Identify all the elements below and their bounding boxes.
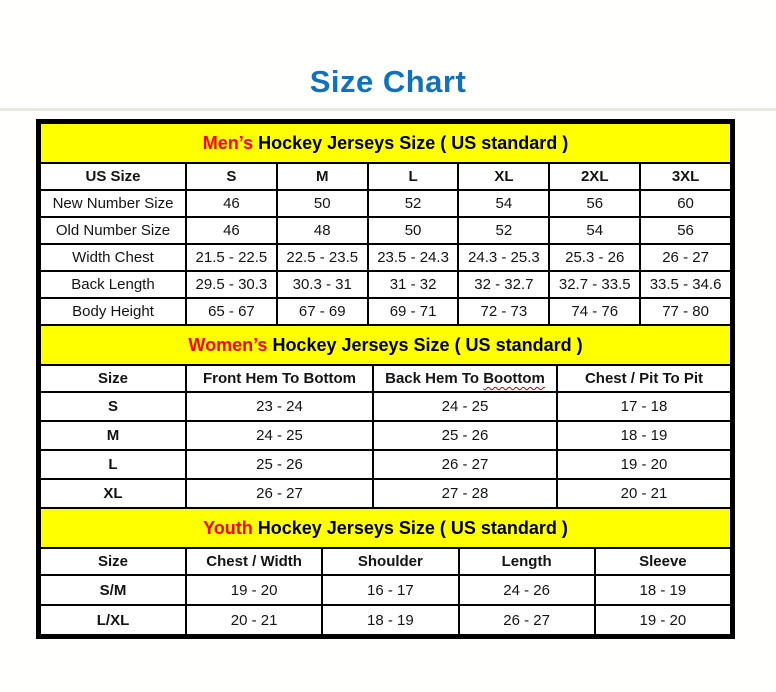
size-value-cell: 24.3 - 25.3 — [458, 244, 549, 271]
size-value-cell: 23 - 24 — [186, 392, 373, 421]
mens-section-title-highlight: Men’s — [202, 132, 254, 153]
size-value-cell: 18 - 19 — [322, 605, 458, 635]
size-value-cell: 24 - 25 — [373, 392, 557, 421]
size-value-cell: 46 — [186, 217, 277, 244]
table-row — [40, 479, 731, 508]
size-value-cell: 26 - 27 — [186, 479, 373, 508]
size-value-cell: 56 — [640, 217, 731, 244]
column-header: Sleeve — [595, 548, 731, 575]
size-value-cell: 26 - 27 — [373, 450, 557, 479]
column-header-text: Back Hem To — [385, 370, 480, 387]
column-header: Size — [40, 365, 186, 392]
size-value-cell: 19 - 20 — [557, 450, 731, 479]
size-value-cell: 19 - 20 — [595, 605, 731, 635]
row-label: M — [40, 421, 186, 450]
size-value-cell: 24 - 25 — [186, 421, 373, 450]
size-value-cell: 46 — [186, 190, 277, 217]
page-title: Size Chart — [309, 64, 467, 99]
size-value-cell: 54 — [458, 190, 549, 217]
size-value-cell: 52 — [458, 217, 549, 244]
size-value-cell: 69 - 71 — [368, 298, 459, 325]
size-chart-tables — [36, 119, 735, 639]
size-value-cell: 32.7 - 33.5 — [549, 271, 640, 298]
row-label: Old Number Size — [40, 217, 186, 244]
womens-size-table — [39, 324, 732, 509]
size-value-cell: 31 - 32 — [368, 271, 459, 298]
table-row — [40, 271, 731, 298]
size-value-cell: 18 - 19 — [595, 575, 731, 605]
youth-section-title — [40, 508, 731, 548]
mens-size-table — [39, 122, 732, 326]
womens-section-title-highlight: Women’s — [188, 334, 268, 355]
column-header: 3XL — [640, 163, 731, 190]
size-value-cell: 65 - 67 — [186, 298, 277, 325]
youth-section-band — [40, 508, 731, 548]
column-header: Front Hem To Bottom — [186, 365, 373, 392]
column-header: US Size — [40, 163, 186, 190]
youth-header-row — [40, 548, 731, 575]
column-header: Length — [459, 548, 595, 575]
row-label: New Number Size — [40, 190, 186, 217]
spellcheck-underlined-word: Boottom — [483, 370, 545, 387]
size-value-cell: 50 — [368, 217, 459, 244]
size-value-cell: 77 - 80 — [640, 298, 731, 325]
row-label: L — [40, 450, 186, 479]
column-header: Size — [40, 548, 186, 575]
mens-section-title-rest: Hockey Jerseys Size ( US standard ) — [253, 132, 569, 153]
size-value-cell: 26 - 27 — [640, 244, 731, 271]
size-value-cell: 25 - 26 — [373, 421, 557, 450]
womens-section-title-rest: Hockey Jerseys Size ( US standard ) — [267, 334, 583, 355]
column-header: Chest / Width — [186, 548, 322, 575]
youth-size-table — [39, 507, 732, 636]
size-value-cell: 60 — [640, 190, 731, 217]
size-value-cell: 33.5 - 34.6 — [640, 271, 731, 298]
column-header: L — [368, 163, 459, 190]
column-header: XL — [458, 163, 549, 190]
size-value-cell: 20 - 21 — [557, 479, 731, 508]
row-label: S/M — [40, 575, 186, 605]
size-value-cell: 16 - 17 — [322, 575, 458, 605]
size-value-cell: 22.5 - 23.5 — [277, 244, 368, 271]
table-row — [40, 244, 731, 271]
mens-header-row — [40, 163, 731, 190]
row-label: S — [40, 392, 186, 421]
row-label: Width Chest — [40, 244, 186, 271]
mens-section-band — [40, 123, 731, 163]
column-header: S — [186, 163, 277, 190]
table-row — [40, 217, 731, 244]
size-value-cell: 23.5 - 24.3 — [368, 244, 459, 271]
size-value-cell: 67 - 69 — [277, 298, 368, 325]
table-row — [40, 450, 731, 479]
size-value-cell: 30.3 - 31 — [277, 271, 368, 298]
row-label: XL — [40, 479, 186, 508]
column-header-misspelled — [373, 365, 557, 392]
size-value-cell: 25 - 26 — [186, 450, 373, 479]
womens-section-title — [40, 325, 731, 365]
size-value-cell: 50 — [277, 190, 368, 217]
size-value-cell: 20 - 21 — [186, 605, 322, 635]
table-row — [40, 298, 731, 325]
size-value-cell: 29.5 - 30.3 — [186, 271, 277, 298]
table-row — [40, 575, 731, 605]
mens-section-title — [40, 123, 731, 163]
size-value-cell: 21.5 - 22.5 — [186, 244, 277, 271]
youth-section-title-rest: Hockey Jerseys Size ( US standard ) — [252, 517, 568, 538]
size-value-cell: 72 - 73 — [458, 298, 549, 325]
size-value-cell: 48 — [277, 217, 368, 244]
size-value-cell: 32 - 32.7 — [458, 271, 549, 298]
size-value-cell: 25.3 - 26 — [549, 244, 640, 271]
row-label: Back Length — [40, 271, 186, 298]
size-value-cell: 18 - 19 — [557, 421, 731, 450]
size-value-cell: 52 — [368, 190, 459, 217]
womens-section-band — [40, 325, 731, 365]
youth-section-title-highlight: Youth — [203, 517, 253, 538]
size-value-cell: 56 — [549, 190, 640, 217]
size-value-cell: 26 - 27 — [459, 605, 595, 635]
horizontal-divider — [0, 108, 776, 111]
column-header: 2XL — [549, 163, 640, 190]
column-header: Shoulder — [322, 548, 458, 575]
row-label: Body Height — [40, 298, 186, 325]
womens-header-row — [40, 365, 731, 392]
table-row — [40, 190, 731, 217]
size-value-cell: 54 — [549, 217, 640, 244]
row-label: L/XL — [40, 605, 186, 635]
column-header: Chest / Pit To Pit — [557, 365, 731, 392]
table-row — [40, 392, 731, 421]
size-value-cell: 27 - 28 — [373, 479, 557, 508]
size-value-cell: 74 - 76 — [549, 298, 640, 325]
size-value-cell: 19 - 20 — [186, 575, 322, 605]
column-header: M — [277, 163, 368, 190]
table-row — [40, 605, 731, 635]
size-value-cell: 24 - 26 — [459, 575, 595, 605]
table-row — [40, 421, 731, 450]
size-value-cell: 17 - 18 — [557, 392, 731, 421]
